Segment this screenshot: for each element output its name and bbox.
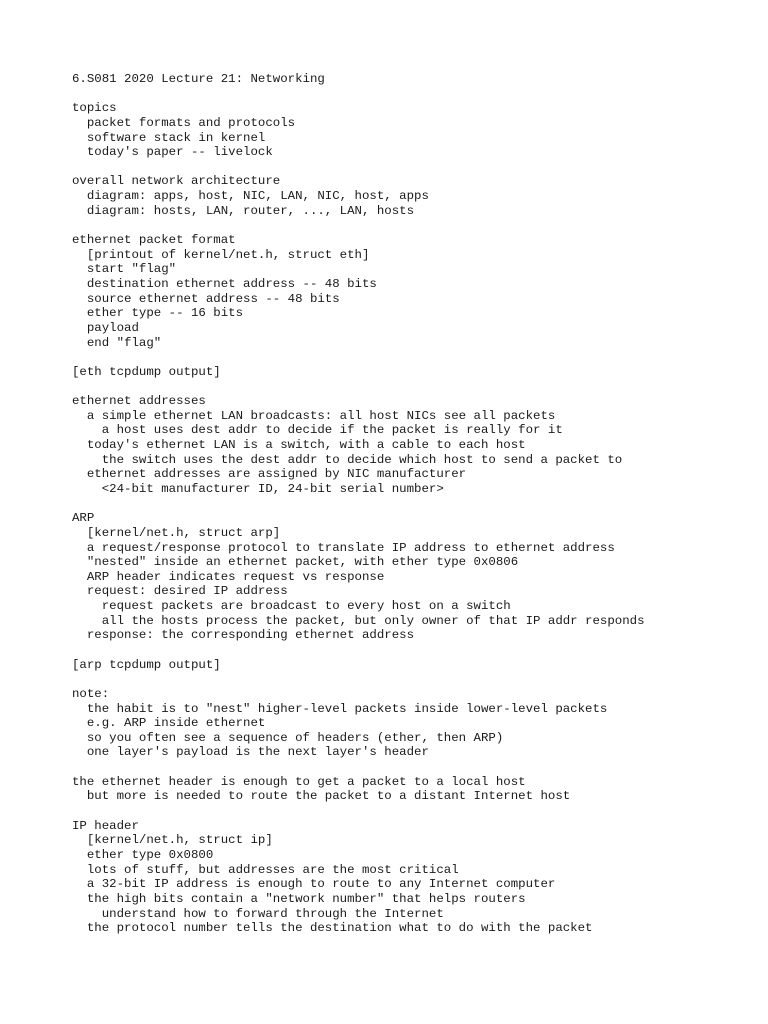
text-line: understand how to forward through the Internet [72,906,444,921]
text-line: diagram: apps, host, NIC, LAN, NIC, host, apps [72,189,429,204]
text-line: <24-bit manufacturer ID, 24-bit serial number> [72,481,444,496]
blank-line [72,87,752,102]
blank-line [72,804,752,819]
blank-line [72,760,752,775]
text-line: end "flag" [72,335,162,350]
text-line: ethernet packet format [72,233,236,248]
text-line: the switch uses the dest addr to decide which host to send a packet to [72,452,623,467]
text-line: ARP [72,511,95,526]
text-line: one layer's payload is the next layer's header [72,745,429,760]
text-line: packet formats and protocols [72,115,296,130]
text-line: [kernel/net.h, struct ip] [72,833,273,848]
text-line: request: desired IP address [72,584,288,599]
text-line: a host uses dest addr to decide if the packet is really for it [72,423,563,438]
text-line: ether type -- 16 bits [72,306,244,321]
text-line: e.g. ARP inside ethernet [72,716,266,731]
text-line: diagram: hosts, LAN, router, ..., LAN, hosts [72,203,415,218]
text-line: note: [72,686,110,701]
text-line: so you often see a sequence of headers (ether, then ARP) [72,730,504,745]
text-line: the high bits contain a "network number" that helps routers [72,891,526,906]
text-line: ethernet addresses are assigned by NIC manufacturer [72,467,467,482]
text-line: [arp tcpdump output] [72,657,221,672]
text-line: a request/response protocol to translate IP address to ethernet address [72,540,615,555]
text-line: today's ethernet LAN is a switch, with a cable to each host [72,438,526,453]
text-line: destination ethernet address -- 48 bits [72,276,377,291]
text-line: ARP header indicates request vs response [72,569,385,584]
blank-line [72,218,752,233]
text-line: [kernel/net.h, struct arp] [72,525,281,540]
text-line: but more is needed to route the packet to a distant Internet host [72,789,571,804]
text-line: software stack in kernel [72,130,266,145]
text-line: all the hosts process the packet, but only owner of that IP addr responds [72,613,645,628]
blank-line [72,672,752,687]
text-line: lots of stuff, but addresses are the most critical [72,862,459,877]
blank-line [72,160,752,175]
text-line: start "flag" [72,262,177,277]
text-line: the ethernet header is enough to get a packet to a local host [72,774,526,789]
text-line: source ethernet address -- 48 bits [72,291,340,306]
text-line: response: the corresponding ethernet address [72,628,415,643]
text-line: ethernet addresses [72,394,206,409]
text-line: payload [72,320,139,335]
blank-line [72,350,752,365]
text-line: 6.S081 2020 Lecture 21: Networking [72,72,325,86]
text-line: [printout of kernel/net.h, struct eth] [72,247,370,262]
blank-line [72,497,752,512]
text-line: a 32-bit IP address is enough to route to any Internet computer [72,877,556,892]
text-line: a simple ethernet LAN broadcasts: all host NICs see all packets [72,408,556,423]
text-line: [eth tcpdump output] [72,364,221,379]
text-line: overall network architecture [72,174,281,189]
text-line: the habit is to "nest" higher-level packets inside lower-level packets [72,701,608,716]
blank-line [72,379,752,394]
text-line: IP header [72,818,139,833]
document-page [72,72,752,936]
text-line: "nested" inside an ethernet packet, with ether type 0x0806 [72,555,519,570]
text-line: the protocol number tells the destination what to do with the packet [72,921,593,936]
blank-line [72,643,752,658]
text-line: today's paper -- livelock [72,145,273,160]
text-line: topics [72,101,117,116]
text-line: request packets are broadcast to every host on a switch [72,599,511,614]
text-line: ether type 0x0800 [72,847,214,862]
